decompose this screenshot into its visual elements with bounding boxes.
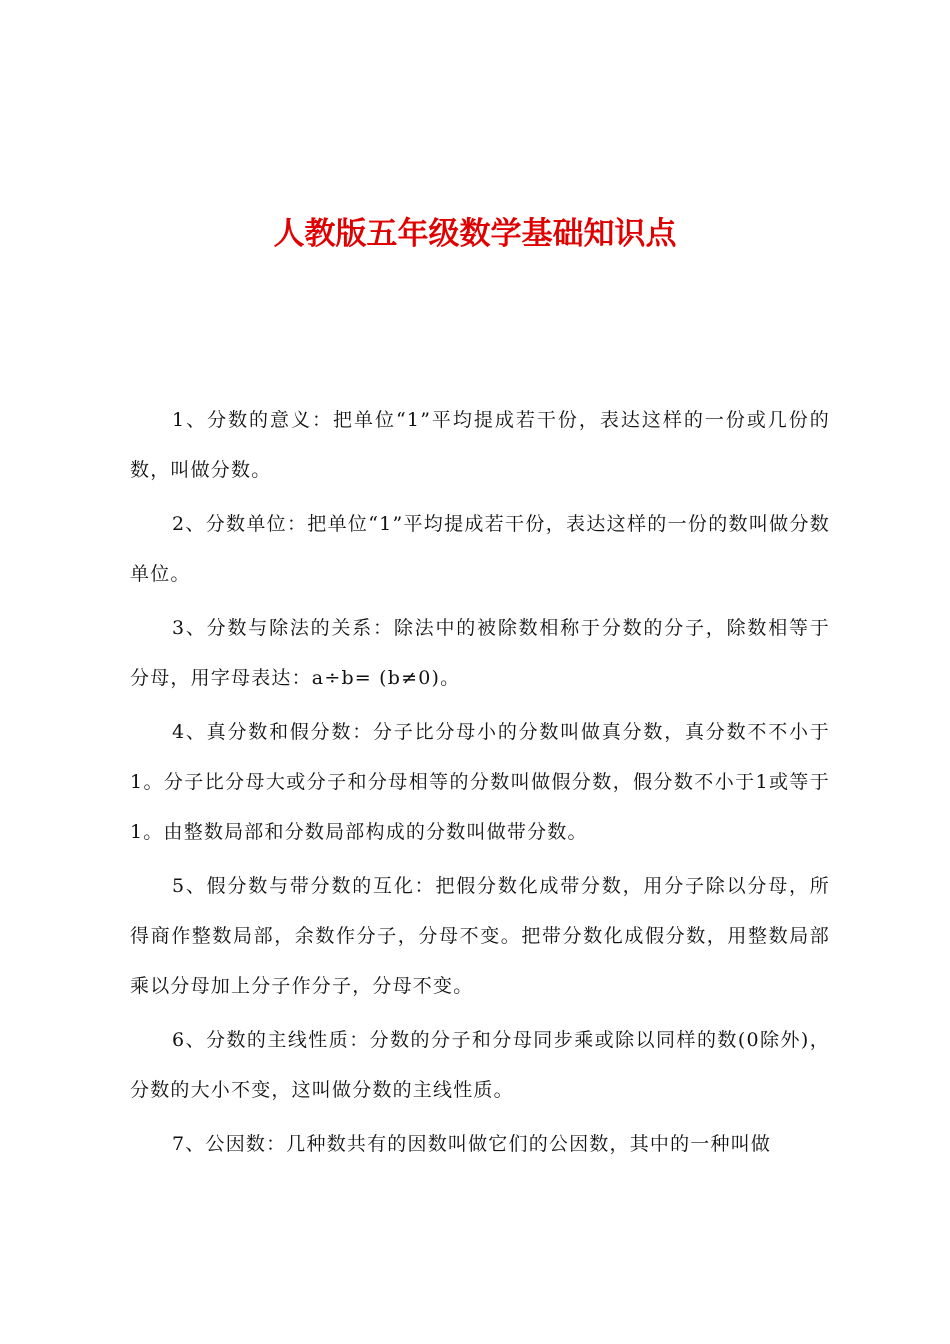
paragraph-1: 1、分数的意义：把单位“1”平均提成若干份，表达这样的一份或几份的数，叫做分数。 [130, 409, 830, 481]
document-title: 人教版五年级数学基础知识点 [273, 216, 677, 252]
document-body [130, 395, 830, 1173]
paragraph-7: 7、公因数：几种数共有的因数叫做它们的公因数，其中的一种叫做 [172, 1133, 772, 1155]
paragraph-4: 4、真分数和假分数：分子比分母小的分数叫做真分数，真分数不不小于1。分子比分母大或分子和分母相等的分数叫做假分数，假分数不小于1或等于1。由整数局部和分数局部构成的分数叫做带分数。 [130, 721, 830, 843]
paragraph-6: 6、分数的主线性质：分数的分子和分母同步乘或除以同样的数(0除外)，分数的大小不变，这叫做分数的主线性质。 [130, 1029, 830, 1101]
paragraph-3: 3、分数与除法的关系：除法中的被除数相称于分数的分子，除数相等于分母，用字母表达：a÷b= (b≠0)。 [130, 617, 830, 689]
paragraph-2: 2、分数单位：把单位“1”平均提成若干份，表达这样的一份的数叫做分数单位。 [130, 513, 830, 585]
paragraph-5: 5、假分数与带分数的互化：把假分数化成带分数，用分子除以分母，所得商作整数局部，余数作分子，分母不变。把带分数化成假分数，用整数局部乘以分母加上分子作分子，分母不变。 [130, 875, 830, 997]
